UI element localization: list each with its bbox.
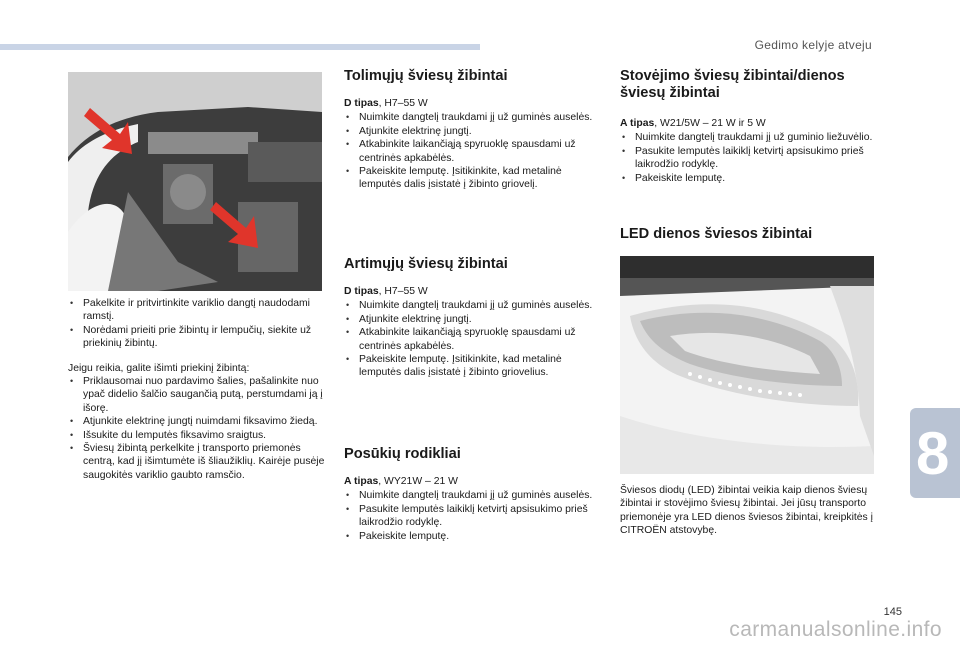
type-value: , H7–55 W (378, 286, 428, 297)
list-item: • Atkabinkite laikančiąją spyruoklę spausdami už centrinės apkabėlės. (344, 326, 602, 353)
list-item: • Atjunkite elektrinę jungtį nuimdami fiksavimo žiedą. (68, 415, 326, 428)
list-item: • Atjunkite elektrinę jungtį. (344, 125, 602, 138)
section-title: Posūkių rodikliai (344, 446, 461, 462)
section-title: LED dienos šviesos žibintai (620, 226, 813, 242)
type-label: D tipas (344, 286, 379, 297)
prep-steps-list (68, 297, 326, 351)
steps-list (620, 131, 878, 185)
chapter-tab (910, 408, 960, 498)
page-number: 145 (883, 606, 902, 618)
list-item: • Nuimkite dangtelį traukdami jį už guminės auselės. (344, 489, 602, 502)
type-value: , W21/5W – 21 W ir 5 W (654, 118, 766, 129)
removal-intro: Jeigu reikia, galite išimti priekinį žibintą: (68, 362, 250, 374)
list-item: • Atkabinkite laikančiąją spyruoklę spausdami už centrinės apkabėlės. (344, 138, 602, 165)
removal-steps-list (68, 375, 326, 482)
steps-list (344, 299, 602, 379)
led-headlight-illustration (620, 256, 874, 474)
bulb-type (344, 285, 602, 298)
engine-photo-svg (68, 72, 322, 291)
type-label: D tipas (344, 98, 379, 109)
list-item: • Pakeiskite lemputę. (344, 530, 602, 543)
section-title: Artimųjų šviesų žibintai (344, 256, 508, 272)
chapter-title: Gedimo kelyje atveju (754, 38, 872, 52)
engine-compartment-illustration (68, 72, 322, 291)
chapter-number: 8 (916, 420, 950, 487)
type-value: , H7–55 W (378, 98, 428, 109)
led-description (620, 484, 878, 538)
bulb-type (344, 97, 602, 110)
list-item: • Priklausomai nuo pardavimo šalies, pašalinkite nuo ypač didelio šalčio saugančią putą, perstumdami ją į išorę. (68, 375, 326, 415)
bulb-type (620, 117, 878, 130)
list-item: • Pasukite lemputės laikiklį ketvirtį apsisukimo prieš laikrodžio rodyklę. (344, 503, 602, 530)
steps-list (344, 111, 602, 191)
list-item: • Pasukite lemputės laikiklį ketvirtį apsisukimo prieš laikrodžio rodyklę. (620, 145, 878, 172)
section-indicators (344, 446, 602, 543)
section-low-beam (344, 256, 602, 380)
list-item: • Nuimkite dangtelį traukdami jį už guminės auselės. (344, 111, 602, 124)
type-label: A tipas (344, 476, 379, 487)
watermark: carmanualsonline.info (729, 618, 942, 641)
list-item: • Pakeiskite lemputę. (620, 172, 878, 185)
section-parking-lights (620, 68, 878, 185)
steps-list (344, 489, 602, 543)
list-item: • Pakeiskite lemputę. Įsitikinkite, kad metalinė lemputės dalis įsistatė į žibinto griovelį. (344, 165, 602, 192)
list-item: • Pakeiskite lemputę. Įsitikinkite, kad metalinė lemputės dalis įsistatė į žibinto griovelius. (344, 353, 602, 380)
list-item: • Šviesų žibintą perkelkite į transporto priemonės centrą, kad jį išimtumėte iš šliaužiklių. Kairėje pusėje saugokitės variklio gaubto ramsčio. (68, 442, 326, 482)
list-item: • Nuimkite dangtelį traukdami jį už guminės auselės. (344, 299, 602, 312)
section-led-lights (620, 226, 878, 243)
list-item: • Pakelkite ir pritvirtinkite variklio dangtį naudodami ramstį. (68, 297, 326, 324)
list-item: • Norėdami prieiti prie žibintų ir lempučių, siekite už priekinių žibintų. (68, 324, 326, 351)
section-title: Stovėjimo šviesų žibintai/dienos šviesų žibintai (620, 68, 845, 101)
type-value: , WY21W – 21 W (378, 476, 458, 487)
section-high-beam (344, 68, 602, 192)
list-item: • Išsukite du lemputės fiksavimo sraigtus. (68, 429, 326, 442)
led-photo-svg (620, 256, 874, 474)
section-title: Tolimųjų šviesų žibintai (344, 68, 508, 84)
led-paragraph: Šviesos diodų (LED) žibintai veikia kaip dienos šviesų žibintai ir stovėjimo šviesų žibintai. Jei jūsų transporto priemonėje yra LED dienos šviesos žibintai, kreipkitės į CITROËN atstovybę. (620, 485, 873, 537)
list-item: • Atjunkite elektrinę jungtį. (344, 313, 602, 326)
type-label: A tipas (620, 118, 655, 129)
bulb-type (344, 475, 602, 488)
list-item: • Nuimkite dangtelį traukdami jį už guminio liežuvėlio. (620, 131, 878, 144)
